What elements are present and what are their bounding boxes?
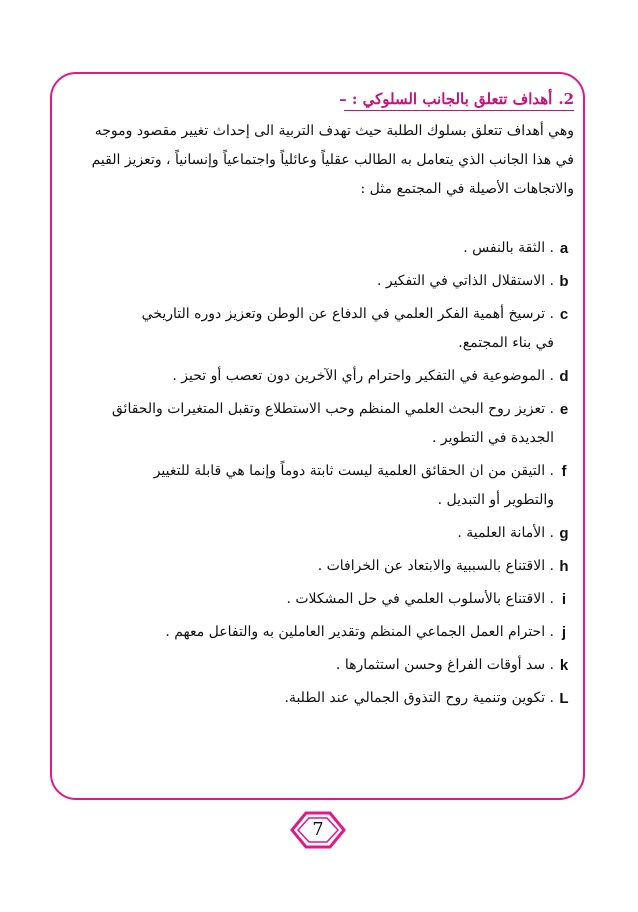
item-text	[64, 457, 554, 515]
item-letter: i	[561, 591, 567, 608]
intro-line: والاتجاهات الأصيلة في المجتمع مثل :	[360, 181, 574, 197]
list-item	[64, 362, 574, 391]
intro-line: في هذا الجانب الذي يتعامل به الطالب عقلياً وعائلياً واجتماعياً وإنسانياً ، وتعزيز القيم	[91, 152, 574, 168]
list-item	[64, 300, 574, 358]
item-letter: b	[559, 273, 569, 290]
item-letter: k	[559, 657, 569, 674]
page-number: 7	[312, 819, 324, 840]
item-text	[64, 618, 554, 647]
item-line: . الأمانة العلمية .	[457, 525, 554, 541]
list-item	[64, 552, 574, 581]
intro-line: وهي أهداف تتعلق بسلوك الطلبة حيث تهدف التربية الى إحداث تغيير مقصود وموجه	[94, 123, 574, 139]
item-line: . الاقتناع بالسببية والابتعاد عن الخرافات .	[317, 558, 554, 574]
section-number: 2.	[558, 90, 574, 108]
objectives-list	[64, 234, 574, 713]
item-letter: d	[559, 368, 569, 385]
item-line-continued: الجديدة في التطوير .	[431, 430, 554, 446]
list-item	[64, 267, 574, 296]
item-line: . الثقة بالنفس .	[463, 240, 554, 256]
item-line: . ترسيخ أهمية الفكر العلمي في الدفاع عن الوطن وتعزيز دوره التاريخي	[141, 306, 554, 322]
item-line: . سد أوقات الفراغ وحسن استثمارها .	[335, 657, 554, 673]
item-line-continued: في بناء المجتمع.	[458, 335, 554, 351]
item-line: . احترام العمل الجماعي المنظم وتقدير العاملين به والتفاعل معهم .	[165, 624, 554, 640]
item-line: . الاستقلال الذاتي في التفكير .	[376, 273, 554, 289]
item-line: . التيقن من ان الحقائق العلمية ليست ثابتة دوماً وإنما هي قابلة للتغيير	[153, 463, 554, 479]
item-letter: c	[559, 306, 569, 323]
item-text	[64, 362, 554, 391]
item-letter: L	[559, 690, 569, 707]
item-text	[64, 395, 554, 453]
intro-paragraph	[64, 117, 574, 204]
heading-underline	[344, 110, 574, 111]
item-text	[64, 267, 554, 296]
item-text	[64, 684, 554, 713]
item-text	[64, 585, 554, 614]
list-item	[64, 618, 574, 647]
item-text	[64, 552, 554, 581]
item-line-continued: والتطوير أو التبديل .	[437, 492, 554, 508]
section-title: أهداف تتعلق بالجانب السلوكي : –	[339, 90, 553, 108]
list-item	[64, 234, 574, 263]
list-item	[64, 585, 574, 614]
item-text	[64, 519, 554, 548]
item-text	[64, 651, 554, 680]
item-letter: j	[561, 624, 567, 641]
section-heading	[64, 90, 574, 108]
item-letter: e	[559, 401, 569, 418]
item-letter: f	[561, 463, 567, 480]
item-line: . تكوين وتنمية روح التذوق الجمالي عند الطلبة.	[284, 690, 554, 706]
list-item	[64, 519, 574, 548]
page-number-badge	[288, 810, 348, 850]
list-item	[64, 457, 574, 515]
item-text	[64, 234, 554, 263]
item-line: . الاقتناع بالأسلوب العلمي في حل المشكلات .	[286, 591, 554, 607]
item-letter: a	[559, 240, 569, 257]
page-content	[64, 84, 574, 717]
list-item	[64, 651, 574, 680]
item-letter: h	[559, 558, 569, 575]
item-letter: g	[559, 525, 569, 542]
item-line: . تعزيز روح البحث العلمي المنظم وحب الاستطلاع وتقبل المتغيرات والحقائق	[111, 401, 554, 417]
list-item	[64, 684, 574, 713]
item-line: . الموضوعية في التفكير واحترام رأي الآخرين دون تعصب أو تحيز .	[172, 368, 554, 384]
list-item	[64, 395, 574, 453]
item-text	[64, 300, 554, 358]
